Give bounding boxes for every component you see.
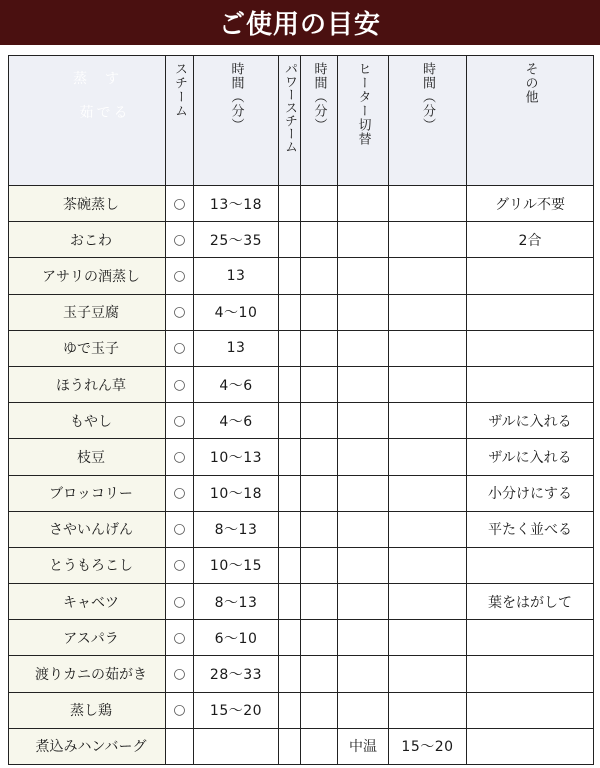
steam-time: 4～6 [194,366,279,402]
steam-time: 13 [194,258,279,294]
steam-mark: ○ [166,366,194,402]
header-boil-label: 茹でる [79,105,131,121]
power-steam-mark [279,222,301,258]
header-heater: ヒーター切替 [338,56,389,186]
cooking-guide-table [8,55,594,765]
row-name: さやいんげん [9,511,166,547]
table-row [9,620,594,656]
power-steam-mark [279,547,301,583]
power-steam-time [301,475,338,511]
table-row [9,403,594,439]
heater-setting [338,366,389,402]
steam-mark: ○ [166,547,194,583]
row-name: アスパラ [9,620,166,656]
header-time-3: 時間（分） [389,56,467,186]
row-name: ほうれん草 [9,366,166,402]
power-steam-mark [279,656,301,692]
other-note [467,656,594,692]
table-row [9,656,594,692]
table-row [9,692,594,728]
heater-setting [338,294,389,330]
heater-time [389,584,467,620]
steam-mark: ○ [166,656,194,692]
table-row [9,475,594,511]
power-steam-time [301,620,338,656]
power-steam-time [301,186,338,222]
table-row [9,584,594,620]
power-steam-time [301,511,338,547]
steam-mark: ○ [166,186,194,222]
heater-setting [338,620,389,656]
other-note [467,294,594,330]
steam-time: 10～15 [194,547,279,583]
other-note [467,692,594,728]
header-power-steam: パワースチーム [279,56,301,186]
power-steam-mark [279,258,301,294]
row-name: 玉子豆腐 [9,294,166,330]
steam-time: 8～13 [194,584,279,620]
header-time-2: 時間（分） [301,56,338,186]
header-row [9,56,594,186]
row-name: キャベツ [9,584,166,620]
heater-setting [338,258,389,294]
row-name: アサリの酒蒸し [9,258,166,294]
steam-mark: ○ [166,439,194,475]
page-title: ご使用の目安 [0,0,600,45]
table-row [9,547,594,583]
table-row [9,439,594,475]
table-row [9,222,594,258]
steam-mark [166,728,194,764]
row-name: 渡りカニの茹がき [9,656,166,692]
steam-mark: ○ [166,511,194,547]
table-row [9,728,594,764]
power-steam-time [301,330,338,366]
heater-time [389,258,467,294]
power-steam-mark [279,186,301,222]
table-row [9,511,594,547]
row-name: 煮込みハンバーグ [9,728,166,764]
power-steam-time [301,222,338,258]
other-note: グリル不要 [467,186,594,222]
other-note: 小分けにする [467,475,594,511]
steam-mark: ○ [166,258,194,294]
steam-time: 10～13 [194,439,279,475]
heater-time [389,366,467,402]
heater-setting [338,547,389,583]
table-row [9,294,594,330]
other-note [467,728,594,764]
power-steam-time [301,294,338,330]
power-steam-time [301,584,338,620]
heater-setting [338,656,389,692]
heater-setting [338,475,389,511]
other-note [467,366,594,402]
power-steam-mark [279,620,301,656]
heater-time [389,511,467,547]
heater-time [389,222,467,258]
heater-setting [338,439,389,475]
heater-time [389,439,467,475]
steam-mark: ○ [166,584,194,620]
power-steam-time [301,547,338,583]
steam-time [194,728,279,764]
power-steam-time [301,258,338,294]
steam-time: 6～10 [194,620,279,656]
table-row [9,366,594,402]
row-name: もやし [9,403,166,439]
row-name: 蒸し鶏 [9,692,166,728]
steam-time: 13～18 [194,186,279,222]
row-name: おこわ [9,222,166,258]
row-name: 茶碗蒸し [9,186,166,222]
power-steam-mark [279,439,301,475]
heater-setting [338,403,389,439]
power-steam-mark [279,403,301,439]
other-note [467,547,594,583]
heater-time [389,475,467,511]
steam-mark: ○ [166,294,194,330]
header-time-1: 時間（分） [194,56,279,186]
other-note: ザルに入れる [467,403,594,439]
power-steam-mark [279,475,301,511]
steam-mark: ○ [166,222,194,258]
steam-mark: ○ [166,620,194,656]
heater-time [389,294,467,330]
other-note: 2合 [467,222,594,258]
steam-time: 8～13 [194,511,279,547]
heater-time [389,403,467,439]
power-steam-mark [279,366,301,402]
heater-time [389,547,467,583]
steam-time: 25～35 [194,222,279,258]
power-steam-time [301,366,338,402]
heater-time [389,330,467,366]
power-steam-time [301,728,338,764]
table-row [9,186,594,222]
heater-setting [338,584,389,620]
header-steam-label: 蒸す [73,71,137,87]
heater-setting [338,186,389,222]
power-steam-mark [279,511,301,547]
other-note: 平たく並べる [467,511,594,547]
heater-setting [338,222,389,258]
heater-time [389,692,467,728]
steam-mark: ○ [166,475,194,511]
power-steam-time [301,692,338,728]
header-category [9,56,166,186]
steam-time: 4～10 [194,294,279,330]
heater-time [389,656,467,692]
steam-mark: ○ [166,692,194,728]
other-note [467,330,594,366]
steam-time: 15～20 [194,692,279,728]
steam-time: 28～33 [194,656,279,692]
steam-mark: ○ [166,403,194,439]
header-other: その他 [467,56,594,186]
heater-time: 15～20 [389,728,467,764]
row-name: ゆで玉子 [9,330,166,366]
heater-setting [338,692,389,728]
steam-time: 13 [194,330,279,366]
power-steam-mark [279,692,301,728]
table-row [9,258,594,294]
row-name: とうもろこし [9,547,166,583]
power-steam-mark [279,330,301,366]
other-note: ザルに入れる [467,439,594,475]
power-steam-mark [279,294,301,330]
row-name: ブロッコリー [9,475,166,511]
power-steam-time [301,656,338,692]
other-note: 葉をはがして [467,584,594,620]
power-steam-time [301,403,338,439]
power-steam-mark [279,728,301,764]
header-steam: スチーム [166,56,194,186]
heater-setting: 中温 [338,728,389,764]
other-note [467,258,594,294]
steam-time: 4～6 [194,403,279,439]
heater-time [389,186,467,222]
heater-setting [338,330,389,366]
row-name: 枝豆 [9,439,166,475]
heater-setting [338,511,389,547]
other-note [467,620,594,656]
power-steam-time [301,439,338,475]
power-steam-mark [279,584,301,620]
steam-mark: ○ [166,330,194,366]
table-row [9,330,594,366]
heater-time [389,620,467,656]
steam-time: 10～18 [194,475,279,511]
